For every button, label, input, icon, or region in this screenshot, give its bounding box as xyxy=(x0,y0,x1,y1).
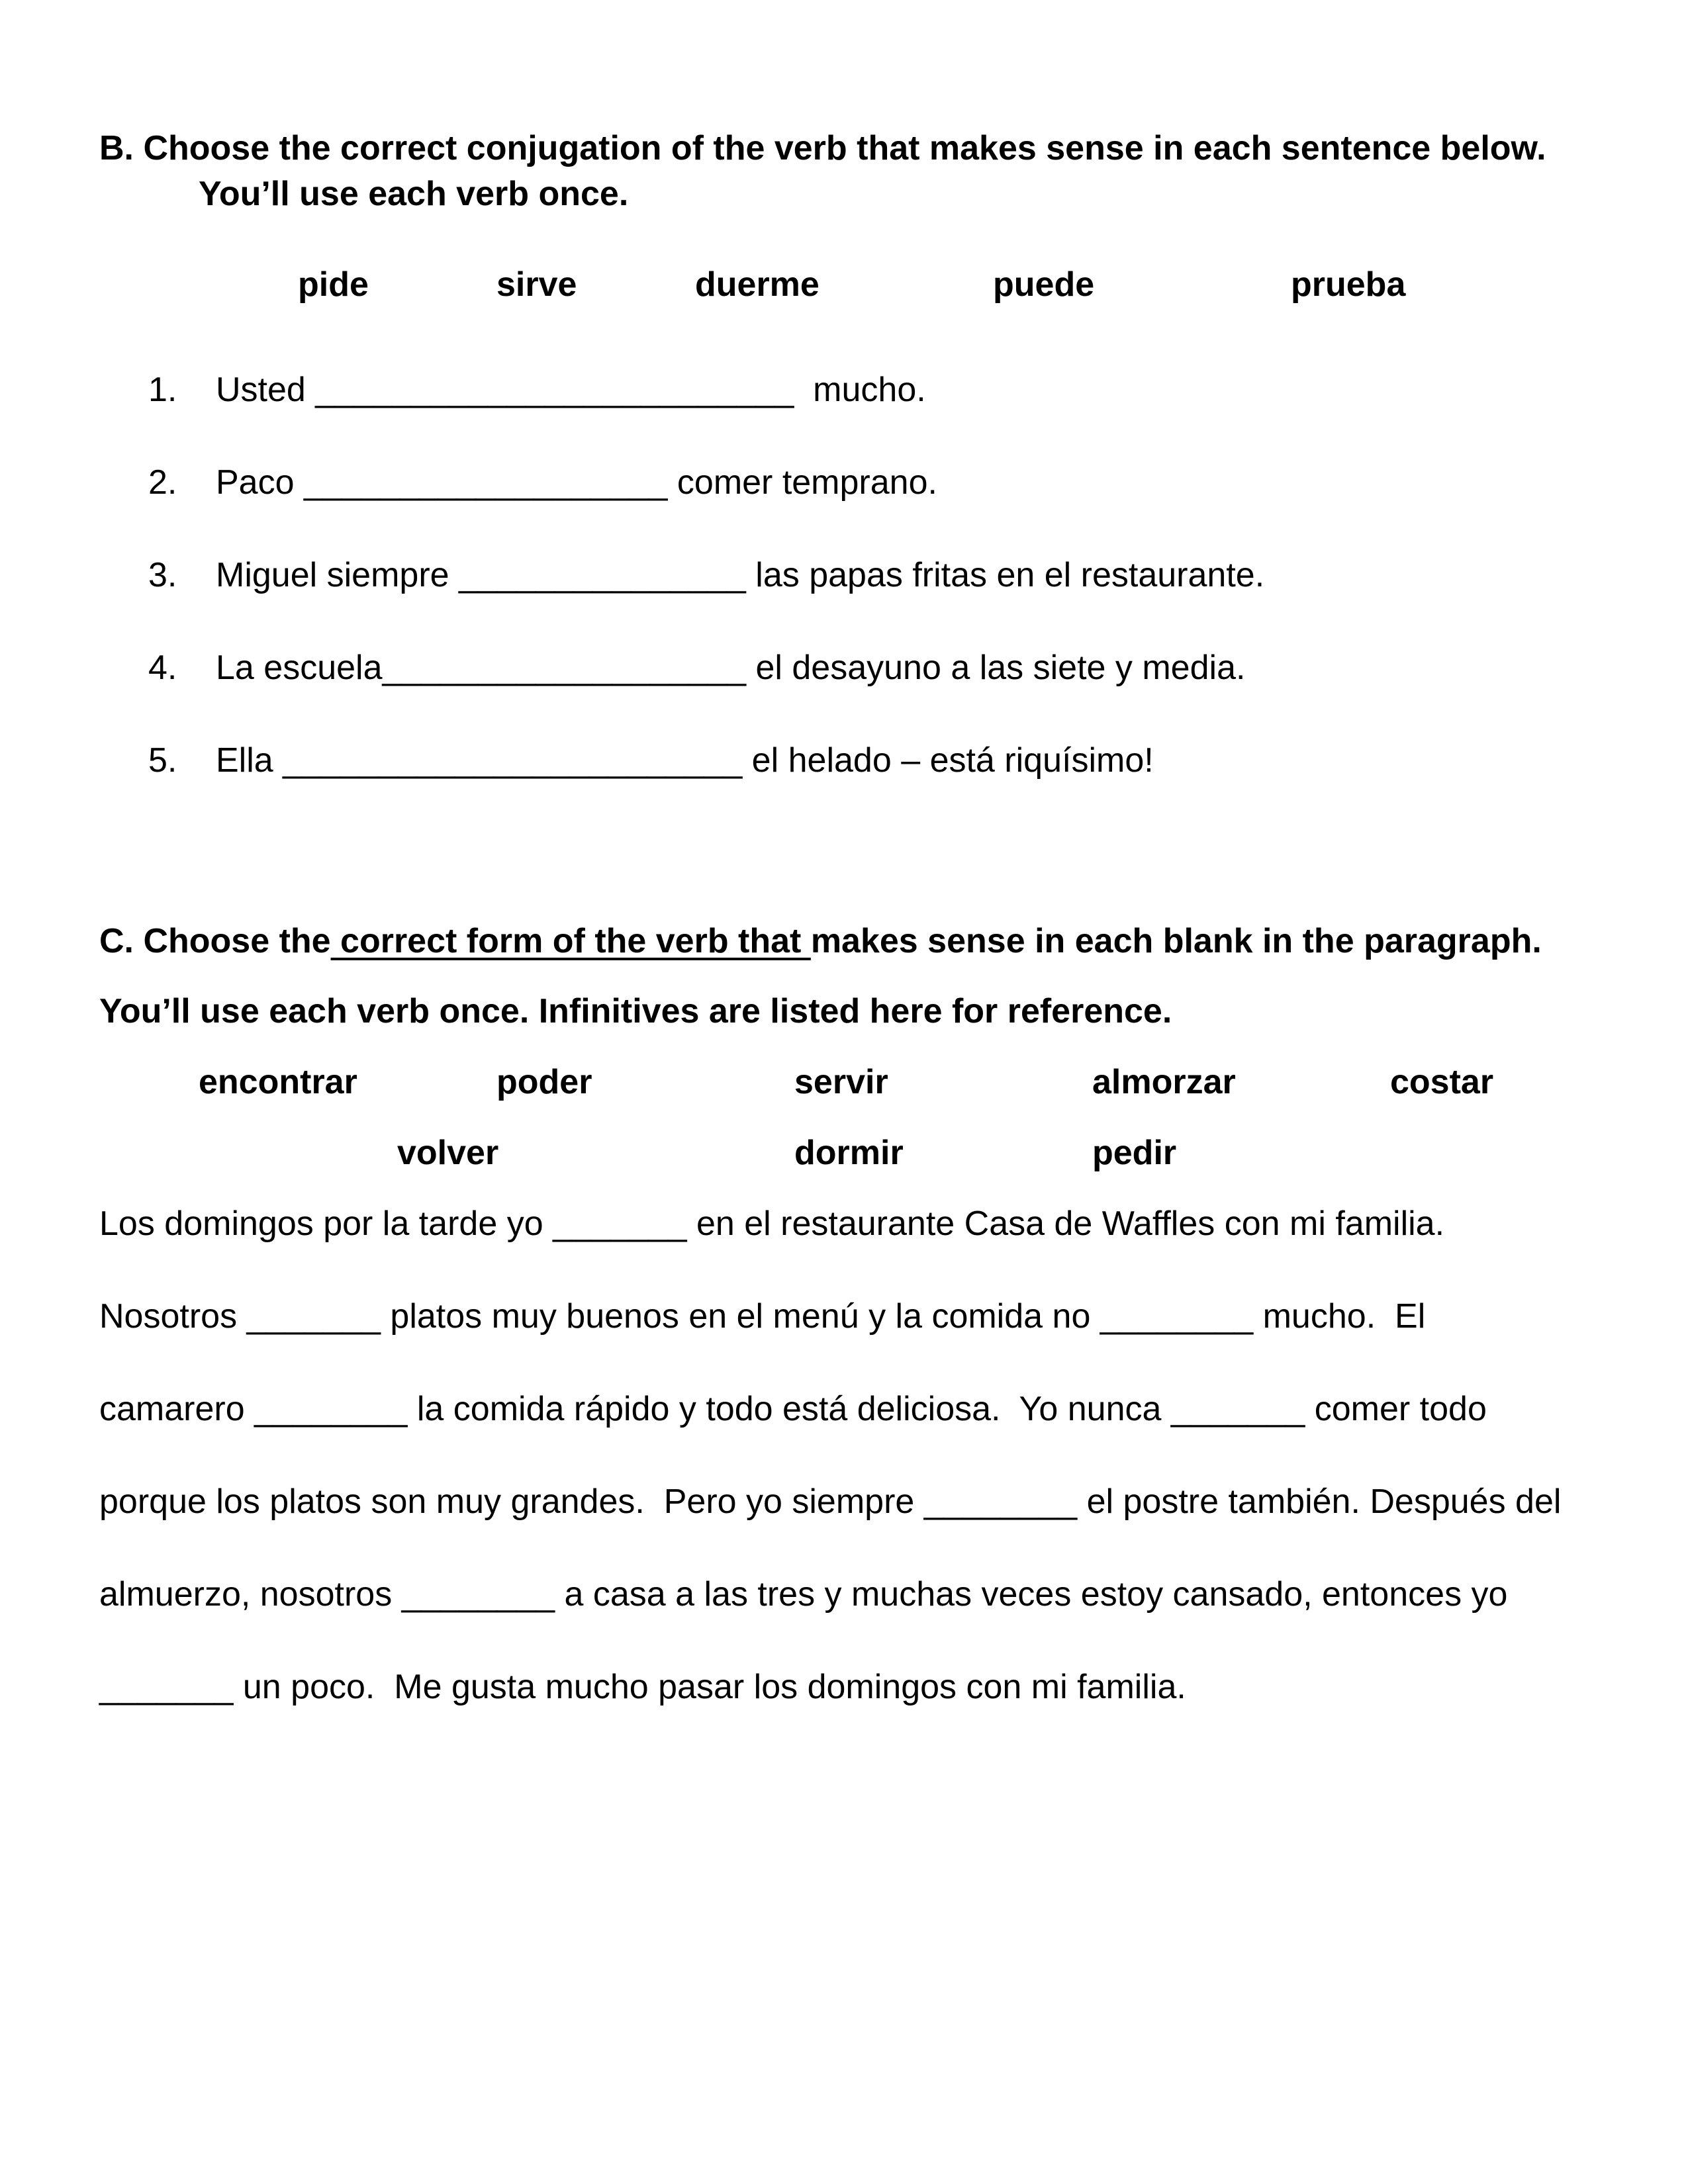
word-bank-b-item: duerme xyxy=(695,265,820,304)
section-c-heading-prefix: C. Choose the xyxy=(99,922,331,960)
item-number: 4. xyxy=(148,649,177,687)
paragraph-line: _______ un poco. Me gusta mucho pasar los domingos con mi familia. xyxy=(99,1668,1186,1706)
section-b-heading-line2: You’ll use each verb once. xyxy=(199,175,629,213)
paragraph-line: Nosotros _______ platos muy buenos en el menú y la comida no ________ mucho. El xyxy=(99,1297,1426,1336)
fill-in-sentence: Miguel siempre _______________ las papas fritas en el restaurante. xyxy=(216,556,1265,594)
item-number: 2. xyxy=(148,463,177,502)
fill-in-sentence: Ella ________________________ el helado – está riquísimo! xyxy=(216,741,1154,780)
paragraph-line: Los domingos por la tarde yo _______ en el restaurante Casa de Waffles con mi familia. xyxy=(99,1205,1445,1243)
section-c-heading-underlined: correct form of the verb that xyxy=(330,922,811,960)
word-bank-c-item: volver xyxy=(397,1134,499,1172)
paragraph-line: camarero ________ la comida rápido y todo está deliciosa. Yo nunca _______ comer todo xyxy=(99,1390,1487,1428)
word-bank-c-item: encontrar xyxy=(199,1063,357,1101)
section-b-heading-line1: B. Choose the correct conjugation of the verb that makes sense in each sentence below. xyxy=(99,129,1546,167)
fill-in-sentence: La escuela___________________ el desayuno a las siete y media. xyxy=(216,649,1246,687)
paragraph-line: porque los platos son muy grandes. Pero yo siempre ________ el postre también. Después del xyxy=(99,1482,1562,1521)
section-c-heading-suffix: makes sense in each blank in the paragraph. xyxy=(810,922,1542,960)
word-bank-c-item: poder xyxy=(496,1063,592,1101)
word-bank-c-item: pedir xyxy=(1092,1134,1177,1172)
word-bank-c-item: dormir xyxy=(794,1134,904,1172)
section-c-heading-line1 xyxy=(99,920,1542,962)
word-bank-c-item: almorzar xyxy=(1092,1063,1236,1101)
paragraph-line: almuerzo, nosotros ________ a casa a las tres y muchas veces estoy cansado, entonces yo xyxy=(99,1575,1508,1614)
word-bank-b-item: sirve xyxy=(496,265,577,304)
section-c-heading-line2: You’ll use each verb once. Infinitives are listed here for reference. xyxy=(99,992,1172,1030)
fill-in-sentence: Paco ___________________ comer temprano. xyxy=(216,463,937,502)
fill-in-sentence: Usted _________________________ mucho. xyxy=(216,371,926,409)
word-bank-b-item: pide xyxy=(298,265,369,304)
word-bank-c-item: costar xyxy=(1390,1063,1494,1101)
item-number: 3. xyxy=(148,556,177,594)
word-bank-b-item: prueba xyxy=(1291,265,1406,304)
item-number: 5. xyxy=(148,741,177,780)
word-bank-c-item: servir xyxy=(794,1063,888,1101)
item-number: 1. xyxy=(148,371,177,409)
word-bank-b-item: puede xyxy=(993,265,1095,304)
